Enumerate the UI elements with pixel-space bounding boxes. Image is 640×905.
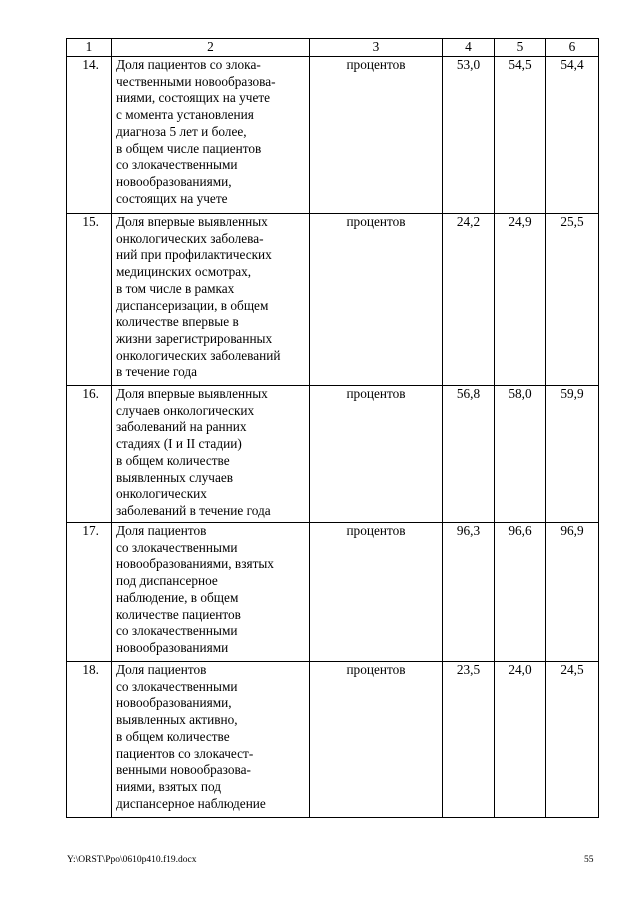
value-cell-v5: 24,9 (495, 214, 546, 386)
indicator-name (112, 662, 310, 818)
header-cell: 2 (112, 39, 310, 57)
indicator-name-line: в том числе в рамках (116, 280, 235, 296)
indicator-name-line: новообразованиями (116, 639, 229, 655)
value-cell-v6: 54,4 (546, 57, 599, 214)
indicator-name (112, 386, 310, 523)
unit-cell: процентов (310, 214, 443, 386)
indicator-name-line: новообразованиями, взятых (116, 556, 274, 572)
value-cell-v6: 25,5 (546, 214, 599, 386)
indicator-name-line: заболеваний в течение года (116, 502, 271, 518)
value-cell-v4: 23,5 (443, 662, 495, 818)
indicator-name-line: Доля пациентов (116, 662, 207, 677)
indicator-name-line: диспансерное наблюдение (116, 795, 266, 811)
value-cell-v4: 53,0 (443, 57, 495, 214)
row-number: 15. (67, 214, 112, 386)
indicator-name-line: диспансеризации, в общем (116, 297, 269, 313)
indicator-name-line: медицинских осмотрах, (116, 264, 252, 280)
indicator-name-line: венными новообразова- (116, 762, 251, 778)
value-cell-v5: 58,0 (495, 386, 546, 523)
indicator-name-line: со злокачественными (116, 623, 238, 639)
header-cell: 4 (443, 39, 495, 57)
indicator-name-line: со злокачественными (116, 539, 238, 555)
indicator-name-line: ниями, состоящих на учете (116, 90, 271, 106)
indicator-name-line: под диспансерное (116, 573, 218, 589)
header-cell: 5 (495, 39, 546, 57)
table-row (67, 662, 599, 818)
indicator-name-line: с момента установления (116, 107, 254, 123)
header-row (67, 39, 599, 57)
indicator-name-line: новообразованиями, (116, 173, 232, 189)
header-cell: 6 (546, 39, 599, 57)
value-cell-v5: 24,0 (495, 662, 546, 818)
header-cell: 3 (310, 39, 443, 57)
indicator-name-line: Доля пациентов (116, 523, 207, 538)
indicator-name-line: стадиях (I и II стадии) (116, 436, 242, 452)
indicator-name-line: количестве пациентов (116, 606, 241, 622)
indicator-name-line: онкологических заболева- (116, 230, 264, 246)
value-cell-v5: 54,5 (495, 57, 546, 214)
table-row (67, 523, 599, 662)
table-row (67, 214, 599, 386)
value-cell-v4: 56,8 (443, 386, 495, 523)
footer-page-number: 55 (584, 855, 594, 865)
indicator-name-line: в общем количестве (116, 452, 230, 468)
header-cell: 1 (67, 39, 112, 57)
unit-cell: процентов (310, 386, 443, 523)
indicator-name (112, 214, 310, 386)
indicator-name-line: Доля впервые выявленных (116, 386, 268, 401)
indicator-name-line: наблюдение, в общем (116, 589, 239, 605)
indicator-name-line: пациентов со злокачест- (116, 745, 254, 761)
indicator-name-line: выявленных активно, (116, 712, 238, 728)
table-row (67, 57, 599, 214)
indicator-name-line: новообразованиями, (116, 695, 232, 711)
value-cell-v4: 24,2 (443, 214, 495, 386)
table-row (67, 386, 599, 523)
unit-cell: процентов (310, 57, 443, 214)
unit-cell: процентов (310, 523, 443, 662)
indicator-name-line: Доля впервые выявленных (116, 214, 268, 229)
indicator-name-line: ниями, взятых под (116, 778, 222, 794)
value-cell-v6: 59,9 (546, 386, 599, 523)
row-number: 14. (67, 57, 112, 214)
row-number: 17. (67, 523, 112, 662)
row-number: 18. (67, 662, 112, 818)
indicator-name-line: в течение года (116, 364, 198, 380)
indicator-name-line: в общем количестве (116, 728, 230, 744)
indicator-name-line: диагноза 5 лет и более, (116, 123, 247, 139)
indicator-name-line: онкологических (116, 486, 207, 502)
value-cell-v5: 96,6 (495, 523, 546, 662)
value-cell-v6: 96,9 (546, 523, 599, 662)
indicator-name-line: выявленных случаев (116, 469, 234, 485)
unit-cell: процентов (310, 662, 443, 818)
indicator-name (112, 523, 310, 662)
indicator-name-line: ний при профилактических (116, 247, 272, 263)
indicator-name-line: Доля пациентов со злока- (116, 57, 261, 72)
indicator-name-line: со злокачественными (116, 678, 238, 694)
footer-file-path: Y:\ORST\Ppo\0610p410.f19.docx (67, 855, 197, 865)
indicator-name-line: заболеваний на ранних (116, 419, 247, 435)
indicator-name-line: чественными новообразова- (116, 73, 276, 89)
indicator-name-line: количестве впервые в (116, 314, 239, 330)
indicator-name (112, 57, 310, 214)
row-number: 16. (67, 386, 112, 523)
value-cell-v4: 96,3 (443, 523, 495, 662)
indicator-name-line: состоящих на учете (116, 190, 228, 206)
indicator-name-line: случаев онкологических (116, 402, 255, 418)
indicator-name-line: в общем числе пациентов (116, 140, 262, 156)
indicator-name-line: жизни зарегистрированных (116, 330, 273, 346)
value-cell-v6: 24,5 (546, 662, 599, 818)
indicator-name-line: со злокачественными (116, 157, 238, 173)
indicator-name-line: онкологических заболеваний (116, 347, 281, 363)
indicators-table (66, 38, 599, 818)
